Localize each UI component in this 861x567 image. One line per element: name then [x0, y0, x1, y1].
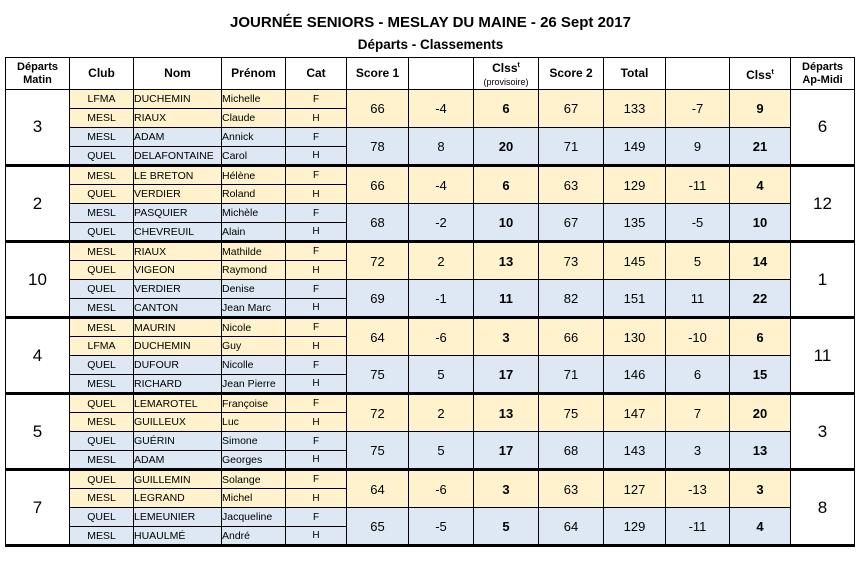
- club-cell: MESL: [70, 527, 134, 546]
- nom-cell: DUCHEMIN: [134, 337, 222, 356]
- table-row: [6, 356, 855, 375]
- total-cell: 130: [604, 318, 666, 356]
- club-cell: QUEL: [70, 356, 134, 375]
- score1-cell: 64: [347, 318, 409, 356]
- header-total: Total: [604, 58, 666, 90]
- nom-cell: DUCHEMIN: [134, 90, 222, 109]
- clss-cell: 3: [730, 470, 791, 508]
- header-clss-provisoire: Clss$^t$ (provisoire): [474, 58, 539, 90]
- club-cell: QUEL: [70, 432, 134, 451]
- score1-cell: 72: [347, 394, 409, 432]
- total-cell: 129: [604, 166, 666, 204]
- diff1-cell: 5: [409, 356, 474, 394]
- score1-cell: 66: [347, 166, 409, 204]
- header-nom: Nom: [134, 58, 222, 90]
- diff2-cell: 5: [666, 242, 730, 280]
- prenom-cell: Claude: [222, 109, 286, 128]
- prenom-cell: Carol: [222, 147, 286, 166]
- clss-provisoire-cell: 10: [474, 204, 539, 242]
- diff2-cell: -10: [666, 318, 730, 356]
- nom-cell: VIGEON: [134, 261, 222, 280]
- depart-apmidi-cell: 8: [791, 470, 855, 546]
- club-cell: MESL: [70, 489, 134, 508]
- cat-cell: H: [286, 261, 347, 280]
- clss-cell: 6: [730, 318, 791, 356]
- header-row: [6, 58, 855, 90]
- header-score1: Score 1: [347, 58, 409, 90]
- nom-cell: GUILLEUX: [134, 413, 222, 432]
- cat-cell: H: [286, 109, 347, 128]
- nom-cell: DELAFONTAINE: [134, 147, 222, 166]
- diff1-cell: 5: [409, 432, 474, 470]
- clss-cell: 20: [730, 394, 791, 432]
- prenom-cell: Nicolle: [222, 356, 286, 375]
- header-cat: Cat: [286, 58, 347, 90]
- cat-cell: H: [286, 375, 347, 394]
- prenom-cell: Georges: [222, 451, 286, 470]
- cat-cell: H: [286, 413, 347, 432]
- score2-cell: 82: [539, 280, 604, 318]
- depart-apmidi-cell: 6: [791, 90, 855, 166]
- depart-matin-cell: 7: [6, 470, 70, 546]
- nom-cell: CANTON: [134, 299, 222, 318]
- prenom-cell: André: [222, 527, 286, 546]
- clss-cell: 4: [730, 166, 791, 204]
- total-cell: 133: [604, 90, 666, 128]
- nom-cell: DUFOUR: [134, 356, 222, 375]
- diff1-cell: 8: [409, 128, 474, 166]
- diff1-cell: -2: [409, 204, 474, 242]
- cat-cell: F: [286, 128, 347, 147]
- score2-cell: 73: [539, 242, 604, 280]
- diff2-cell: 11: [666, 280, 730, 318]
- clss-provisoire-cell: 17: [474, 432, 539, 470]
- table-row: [6, 242, 855, 261]
- clss-provisoire-cell: 3: [474, 318, 539, 356]
- depart-apmidi-cell: 3: [791, 394, 855, 470]
- header-clss: Clss$^t$: [730, 58, 791, 90]
- table-row: [6, 470, 855, 489]
- club-cell: QUEL: [70, 508, 134, 527]
- diff1-cell: -5: [409, 508, 474, 546]
- diff2-cell: -11: [666, 508, 730, 546]
- prenom-cell: Jacqueline: [222, 508, 286, 527]
- table-row: [6, 394, 855, 413]
- nom-cell: HUAULMÉ: [134, 527, 222, 546]
- total-cell: 127: [604, 470, 666, 508]
- club-cell: QUEL: [70, 261, 134, 280]
- club-cell: MESL: [70, 299, 134, 318]
- prenom-cell: Denise: [222, 280, 286, 299]
- nom-cell: LEMEUNIER: [134, 508, 222, 527]
- club-cell: QUEL: [70, 223, 134, 242]
- header-club: Club: [70, 58, 134, 90]
- cat-cell: H: [286, 147, 347, 166]
- clss-cell: 21: [730, 128, 791, 166]
- cat-cell: H: [286, 185, 347, 204]
- clss-cell: 10: [730, 204, 791, 242]
- nom-cell: VERDIER: [134, 185, 222, 204]
- club-cell: QUEL: [70, 185, 134, 204]
- cat-cell: F: [286, 318, 347, 337]
- cat-cell: H: [286, 223, 347, 242]
- prenom-cell: Roland: [222, 185, 286, 204]
- prenom-cell: Raymond: [222, 261, 286, 280]
- cat-cell: F: [286, 432, 347, 451]
- club-cell: LFMA: [70, 337, 134, 356]
- score1-cell: 64: [347, 470, 409, 508]
- nom-cell: MAURIN: [134, 318, 222, 337]
- total-cell: 146: [604, 356, 666, 394]
- prenom-cell: Michelle: [222, 90, 286, 109]
- header-prenom: Prénom: [222, 58, 286, 90]
- diff1-cell: 2: [409, 394, 474, 432]
- score2-cell: 71: [539, 128, 604, 166]
- club-cell: QUEL: [70, 394, 134, 413]
- diff2-cell: 3: [666, 432, 730, 470]
- depart-matin-cell: 4: [6, 318, 70, 394]
- score1-cell: 68: [347, 204, 409, 242]
- page-subtitle: Départs - Classements: [357, 37, 504, 52]
- nom-cell: GUÉRIN: [134, 432, 222, 451]
- score1-cell: 66: [347, 90, 409, 128]
- score2-cell: 68: [539, 432, 604, 470]
- diff2-cell: -13: [666, 470, 730, 508]
- club-cell: MESL: [70, 242, 134, 261]
- score2-cell: 63: [539, 470, 604, 508]
- score2-cell: 63: [539, 166, 604, 204]
- nom-cell: ADAM: [134, 128, 222, 147]
- score1-cell: 69: [347, 280, 409, 318]
- clss-provisoire-cell: 13: [474, 394, 539, 432]
- prenom-cell: Solange: [222, 470, 286, 489]
- total-cell: 151: [604, 280, 666, 318]
- total-cell: 149: [604, 128, 666, 166]
- diff1-cell: -4: [409, 166, 474, 204]
- nom-cell: VERDIER: [134, 280, 222, 299]
- depart-matin-cell: 10: [6, 242, 70, 318]
- club-cell: MESL: [70, 204, 134, 223]
- score2-cell: 67: [539, 204, 604, 242]
- clss-provisoire-cell: 11: [474, 280, 539, 318]
- table-row: [6, 204, 855, 223]
- diff2-cell: -7: [666, 90, 730, 128]
- club-cell: QUEL: [70, 470, 134, 489]
- club-cell: MESL: [70, 451, 134, 470]
- nom-cell: RIAUX: [134, 109, 222, 128]
- clss-provisoire-cell: 6: [474, 166, 539, 204]
- prenom-cell: Simone: [222, 432, 286, 451]
- club-cell: MESL: [70, 375, 134, 394]
- table-body: [6, 90, 855, 546]
- total-cell: 145: [604, 242, 666, 280]
- club-cell: MESL: [70, 318, 134, 337]
- cat-cell: F: [286, 394, 347, 413]
- club-cell: MESL: [70, 128, 134, 147]
- clss-cell: 4: [730, 508, 791, 546]
- diff2-cell: -5: [666, 204, 730, 242]
- nom-cell: GUILLEMIN: [134, 470, 222, 489]
- page-title: JOURNÉE SENIORS - MESLAY DU MAINE - 26 Sept 2017: [230, 14, 631, 31]
- score1-cell: 72: [347, 242, 409, 280]
- prenom-cell: Jean Pierre: [222, 375, 286, 394]
- depart-matin-cell: 3: [6, 90, 70, 166]
- nom-cell: LE BRETON: [134, 166, 222, 185]
- header-score2: Score 2: [539, 58, 604, 90]
- clss-provisoire-cell: 20: [474, 128, 539, 166]
- cat-cell: F: [286, 280, 347, 299]
- club-cell: LFMA: [70, 90, 134, 109]
- nom-cell: ADAM: [134, 451, 222, 470]
- score1-cell: 75: [347, 356, 409, 394]
- clss-provisoire-cell: 6: [474, 90, 539, 128]
- score2-cell: 75: [539, 394, 604, 432]
- table-row: [6, 90, 855, 109]
- depart-matin-cell: 5: [6, 394, 70, 470]
- table-row: [6, 318, 855, 337]
- table-row: [6, 166, 855, 185]
- cat-cell: F: [286, 90, 347, 109]
- clss-cell: 14: [730, 242, 791, 280]
- cat-cell: H: [286, 299, 347, 318]
- clss-cell: 13: [730, 432, 791, 470]
- prenom-cell: Mathilde: [222, 242, 286, 261]
- header-blank1: [409, 58, 474, 90]
- diff1-cell: -4: [409, 90, 474, 128]
- score2-cell: 64: [539, 508, 604, 546]
- club-cell: MESL: [70, 109, 134, 128]
- cat-cell: H: [286, 337, 347, 356]
- table-row: [6, 280, 855, 299]
- diff2-cell: -11: [666, 166, 730, 204]
- cat-cell: F: [286, 356, 347, 375]
- clss-provisoire-cell: 3: [474, 470, 539, 508]
- total-cell: 135: [604, 204, 666, 242]
- prenom-cell: Nicole: [222, 318, 286, 337]
- clss-cell: 22: [730, 280, 791, 318]
- nom-cell: PASQUIER: [134, 204, 222, 223]
- total-cell: 143: [604, 432, 666, 470]
- cat-cell: H: [286, 527, 347, 546]
- cat-cell: F: [286, 470, 347, 489]
- nom-cell: CHEVREUIL: [134, 223, 222, 242]
- prenom-cell: Luc: [222, 413, 286, 432]
- nom-cell: RIAUX: [134, 242, 222, 261]
- score2-cell: 71: [539, 356, 604, 394]
- table-row: [6, 432, 855, 451]
- depart-apmidi-cell: 12: [791, 166, 855, 242]
- score1-cell: 78: [347, 128, 409, 166]
- table-row: [6, 508, 855, 527]
- diff2-cell: 7: [666, 394, 730, 432]
- score2-cell: 66: [539, 318, 604, 356]
- club-cell: MESL: [70, 413, 134, 432]
- header-blank2: [666, 58, 730, 90]
- clss-cell: 9: [730, 90, 791, 128]
- prenom-cell: Alain: [222, 223, 286, 242]
- prenom-cell: Hélène: [222, 166, 286, 185]
- score2-cell: 67: [539, 90, 604, 128]
- cat-cell: F: [286, 166, 347, 185]
- club-cell: QUEL: [70, 147, 134, 166]
- diff1-cell: 2: [409, 242, 474, 280]
- prenom-cell: Françoise: [222, 394, 286, 413]
- depart-apmidi-cell: 11: [791, 318, 855, 394]
- clss-provisoire-cell: 5: [474, 508, 539, 546]
- score1-cell: 75: [347, 432, 409, 470]
- diff1-cell: -1: [409, 280, 474, 318]
- nom-cell: LEGRAND: [134, 489, 222, 508]
- table-row: [6, 128, 855, 147]
- club-cell: MESL: [70, 166, 134, 185]
- total-cell: 129: [604, 508, 666, 546]
- clss-provisoire-cell: 13: [474, 242, 539, 280]
- depart-apmidi-cell: 1: [791, 242, 855, 318]
- prenom-cell: Jean Marc: [222, 299, 286, 318]
- prenom-cell: Guy: [222, 337, 286, 356]
- prenom-cell: Michel: [222, 489, 286, 508]
- nom-cell: RICHARD: [134, 375, 222, 394]
- diff2-cell: 9: [666, 128, 730, 166]
- score1-cell: 65: [347, 508, 409, 546]
- cat-cell: H: [286, 451, 347, 470]
- diff2-cell: 6: [666, 356, 730, 394]
- cat-cell: F: [286, 242, 347, 261]
- clss-provisoire-cell: 17: [474, 356, 539, 394]
- cat-cell: F: [286, 204, 347, 223]
- total-cell: 147: [604, 394, 666, 432]
- clss-cell: 15: [730, 356, 791, 394]
- cat-cell: H: [286, 489, 347, 508]
- depart-matin-cell: 2: [6, 166, 70, 242]
- header-departs-apmidi: Départs Ap-Midi: [791, 58, 855, 90]
- prenom-cell: Annick: [222, 128, 286, 147]
- club-cell: QUEL: [70, 280, 134, 299]
- header-departs-matin: Départs Matin: [6, 58, 70, 90]
- nom-cell: LEMAROTEL: [134, 394, 222, 413]
- diff1-cell: -6: [409, 470, 474, 508]
- results-table: [5, 57, 855, 547]
- diff1-cell: -6: [409, 318, 474, 356]
- cat-cell: F: [286, 508, 347, 527]
- prenom-cell: Michèle: [222, 204, 286, 223]
